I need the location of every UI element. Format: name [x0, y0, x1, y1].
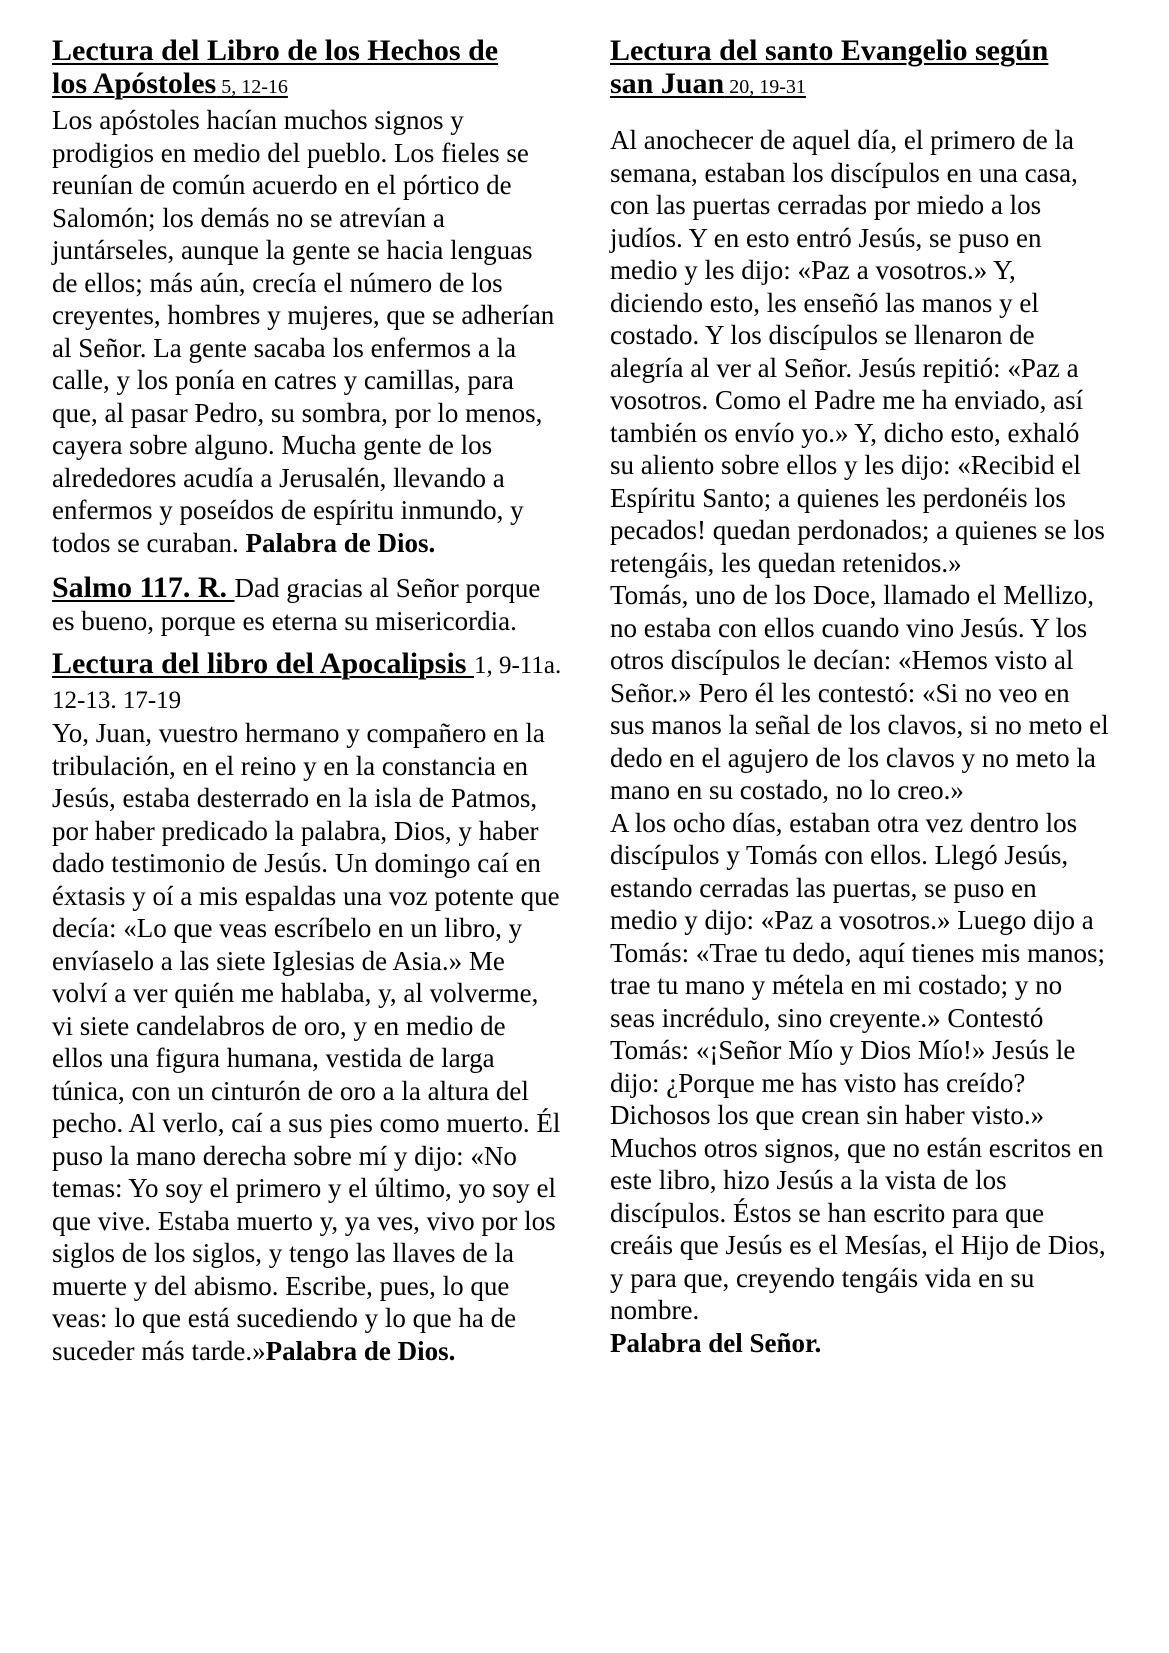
acts-heading: [52, 34, 562, 104]
gospel-heading: [610, 34, 1110, 104]
acts-body: Los apóstoles hacían muchos signos y prodigios en medio del pueblo. Los fieles se reunían de común acuerdo en el pórtico de Salomón; los demás no se atrevían a juntárseles, aunque la gente se hacia lenguas de ellos; más aún, crecía el número de los creyentes, hombres y mujeres, que se adherían al Señor. La gente sacaba los enfermos a la calle, y los ponía en catres y camillas, para que, al pasar Pedro, su sombra, por lo menos, cayera sobre alguno. Mucha gente de los alrededores acudía a Jerusalén, llevando a enfermos y poseídos de espíritu inmundo, y todos se curaban.: [52, 105, 555, 558]
psalm-response: [52, 571, 562, 637]
acts-heading-line2: los Apóstoles: [52, 67, 217, 100]
gospel-reading: [610, 34, 1110, 1359]
revelation-reference: 1, 9-11a. 12-13. 17-19: [52, 652, 562, 714]
revelation-closing: Palabra de Dios.: [265, 1335, 456, 1366]
gospel-paragraph-3: A los ocho días, estaban otra vez dentro los discípulos y Tomás con ellos. Llegó Jesús, estando cerradas las puertas, se puso en medio y dijo: «Paz a vosotros.» Luego dijo a Tomás: «Trae tu dedo, aquí tienes mis manos; trae tu mano y métela en mi costado; y no seas incrédulo, sino creyente.» Contestó Tomás: «¡Señor Mío y Dios Mío!» Jesús le dijo: ¿Porque me has visto has creído? Dichosos los que crean sin haber visto.» Muchos otros signos, que no están escritos en este libro, hizo Jesús a la vista de los discípulos. Éstos se han escrito para que creáis que Jesús es el Mesías, el Hijo de Dios, y para que, creyendo tengáis vida en su nombre.: [610, 807, 1106, 1325]
revelation-body: Yo, Juan, vuestro hermano y compañero en la tribulación, en el reino y en la constancia en Jesús, estaba desterrado en la isla de Patmos, por haber predicado la palabra, Dios, y haber dado testimonio de Jesús. Un domingo caí en éxtasis y oí a mis espaldas una voz potente que decía: «Lo que veas escríbelo en un libro, y envíaselo a las siete Iglesias de Asia.» Me volví a ver quién me hablaba, y, al volverme, vi siete candelabros de oro, y en medio de ellos una figura humana, vestida de larga túnica, con un cinturón de oro a la altura del pecho. Al verlo, caí a sus pies como muerto. Él puso la mano derecha sobre mí y dijo: «No temas: Yo soy el primero y el último, yo soy el que vive. Estaba muerto y, ya ves, vivo por los siglos de los siglos, y tengo las llaves de la muerte y del abismo. Escribe, pues, lo que veas: lo que está sucediendo y lo que ha de suceder más tarde.»: [52, 718, 561, 1366]
acts-reference: 5, 12-16: [216, 76, 288, 98]
psalm-text: [52, 571, 562, 637]
gospel-reference: 20, 19-31: [724, 76, 806, 98]
acts-text: [52, 104, 562, 559]
gospel-heading-line1: Lectura del santo Evangelio según: [610, 34, 1049, 67]
revelation-reading: [52, 647, 562, 1367]
gospel-heading-line2: san Juan: [610, 67, 725, 100]
psalm-body: Dad gracias al Señor porque es bueno, porque es eterna su misericordia.: [52, 573, 541, 636]
acts-closing: Palabra de Dios.: [245, 527, 436, 558]
gospel-paragraph-1: Al anochecer de aquel día, el primero de la semana, estaban los discípulos en una casa, con las puertas cerradas por miedo a los judíos. Y en esto entró Jesús, se puso en medio y les dijo: «Paz a vosotros.» Y, diciendo esto, les enseñó las manos y el costado. Y los discípulos se llenaron de alegría al ver al Señor. Jesús repitió: «Paz a vosotros. Como el Padre me ha enviado, así también os envío yo.» Y, dicho esto, exhaló su aliento sobre ellos y les dijo: «Recibid el Espíritu Santo; a quienes les perdonéis los pecados! quedan perdonados; a quienes se los retengáis, les quedan retenidos.»: [610, 125, 1105, 578]
gospel-paragraph-2: Tomás, uno de los Doce, llamado el Mellizo, no estaba con ellos cuando vino Jesús. Y los otros discípulos le decían: «Hemos visto al Señor.» Pero él les contestó: «Si no veo en sus manos la señal de los clavos, si no meto el dedo en el agujero de los clavos y no meto la mano en su costado, no lo creo.»: [610, 580, 1109, 805]
acts-reading: [52, 34, 562, 559]
right-column: [610, 34, 1110, 1359]
gospel-closing: Palabra del Señor.: [610, 1327, 822, 1358]
psalm-heading: Salmo 117. R.: [52, 571, 235, 604]
revelation-heading: Lectura del libro del Apocalipsis: [52, 647, 474, 680]
left-column: [52, 34, 562, 1367]
acts-heading-line1: Lectura del Libro de los Hechos de: [52, 34, 499, 67]
revelation-text: [52, 647, 562, 1367]
